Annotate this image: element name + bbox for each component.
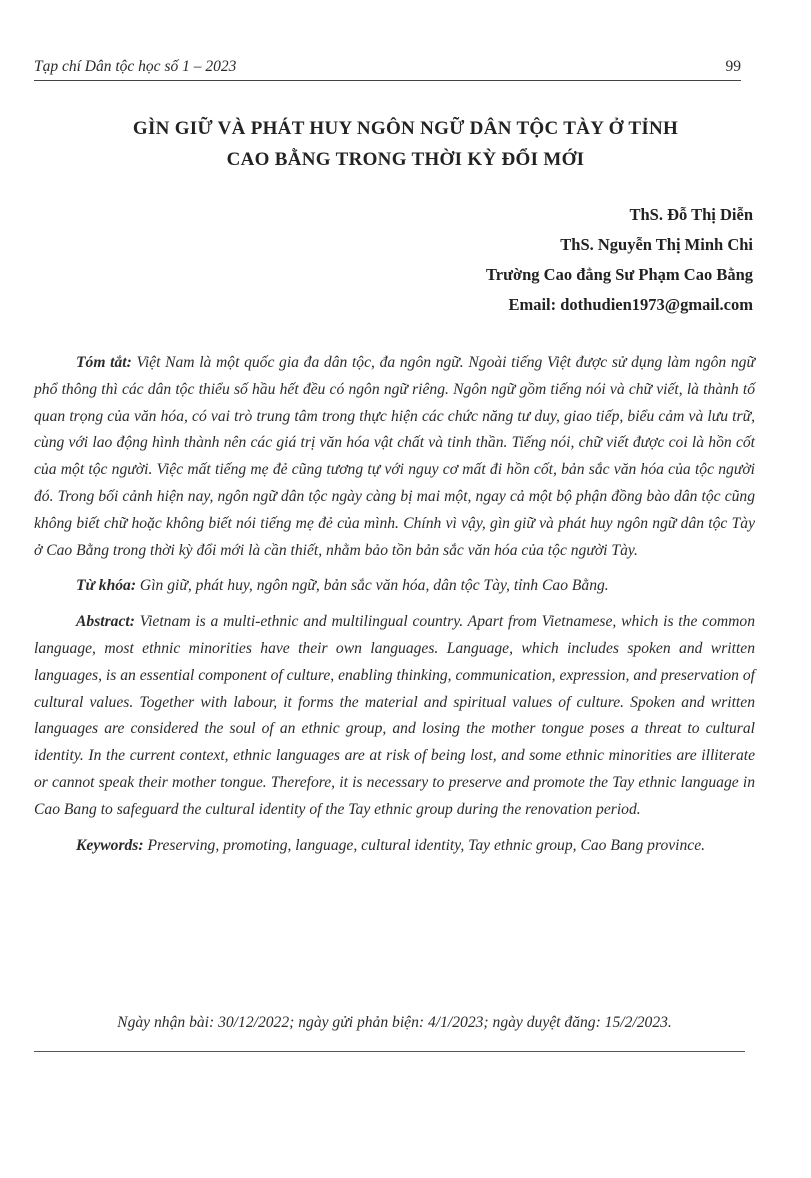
keywords-en-text: Preserving, promoting, language, cultural identity, Tay ethnic group, Cao Bang province. — [143, 836, 706, 854]
article-title — [40, 113, 771, 175]
author-2: ThS. Nguyễn Thị Minh Chi — [560, 235, 753, 254]
keywords-vi-label: Từ khóa: — [76, 577, 137, 595]
abstract-vietnamese — [34, 350, 755, 564]
abstract-english — [34, 609, 755, 823]
affiliation: Trường Cao đẳng Sư Phạm Cao Bằng — [485, 265, 753, 284]
abstract-en-label: Abstract: — [76, 613, 135, 631]
article-front-matter — [34, 350, 755, 868]
abstract-en-text: Vietnam is a multi-ethnic and multilingual country. Apart from Vietnamese, which is the common language, most ethnic minorities have their own languages. Language, which includes spoken and written languages, is an essential component of culture, enabling thinking, communication, expression, and preservation of cultural values. Together with labour, it forms the material and spiritual values of culture. Spoken and written languages are considered the soul of an ethnic group, and losing the mother tongue poses a threat to cultural identity. In the current context, ethnic languages are at risk of being lost, and some ethnic minorities are illiterate or cannot speak their mother tongue. Therefore, it is necessary to preserve and promote the Tay ethnic language in Cao Bang to safeguard the cultural identity of the Tay ethnic group during the renovation period. — [34, 613, 755, 818]
journal-name: Tạp chí Dân tộc học số 1 – 2023 — [34, 58, 237, 75]
submission-dates: Ngày nhận bài: 30/12/2022; ngày gửi phản biện: 4/1/2023; ngày duyệt đăng: 15/2/2023. — [117, 1014, 672, 1031]
keywords-vi-text: Gìn giữ, phát huy, ngôn ngữ, bản sắc văn hóa, dân tộc Tày, tỉnh Cao Bằng. — [136, 577, 609, 595]
author-email: Email: dothudien1973@gmail.com — [508, 295, 753, 314]
keywords-en-label: Keywords: — [76, 836, 144, 854]
keywords-vietnamese — [34, 573, 755, 600]
author-block — [486, 200, 753, 320]
header-divider — [34, 80, 741, 81]
author-1: ThS. Đỗ Thị Diễn — [629, 205, 753, 224]
title-line-1: GÌN GIỮ VÀ PHÁT HUY NGÔN NGỮ DÂN TỘC TÀY Ở TỈNH — [132, 118, 679, 139]
abstract-vi-text: Việt Nam là một quốc gia đa dân tộc, đa ngôn ngữ. Ngoài tiếng Việt được sử dụng làm ngôn ngữ phổ thông thì các dân tộc thiểu số hầu hết đều có ngôn ngữ riêng. Ngôn ngữ gồm tiếng nói và chữ viết, là thành tố quan trọng của văn hóa, có vai trò trung tâm trong thực hiện các chức năng tư duy, giao tiếp, biểu cảm và lưu trữ, cùng với lao động hình thành nên các giá trị văn hóa vật chất và tinh thần. Tiếng nói, chữ viết được coi là hồn cốt của một tộc người. Việc mất tiếng mẹ đẻ cũng tương tự với nguy cơ mất đi hồn cốt, bản sắc văn hóa của tộc người đó. Trong bối cảnh hiện nay, ngôn ngữ dân tộc ngày càng bị mai một, ngay cả một bộ phận đồng bào dân tộc cũng không biết chữ hoặc không biết nói tiếng mẹ đẻ của mình. Chính vì vậy, gìn giữ và phát huy ngôn ngữ dân tộc Tày ở Cao Bằng trong thời kỳ đổi mới là cần thiết, nhằm bảo tồn bản sắc văn hóa của tộc người Tày. — [34, 354, 755, 559]
page-number: 99 — [725, 58, 741, 75]
keywords-english — [34, 833, 755, 860]
abstract-vi-label: Tóm tắt: — [76, 354, 132, 371]
footer-divider — [34, 1051, 745, 1052]
running-header — [34, 58, 741, 80]
title-line-2: CAO BẰNG TRONG THỜI KỲ ĐỔI MỚI — [226, 149, 585, 170]
